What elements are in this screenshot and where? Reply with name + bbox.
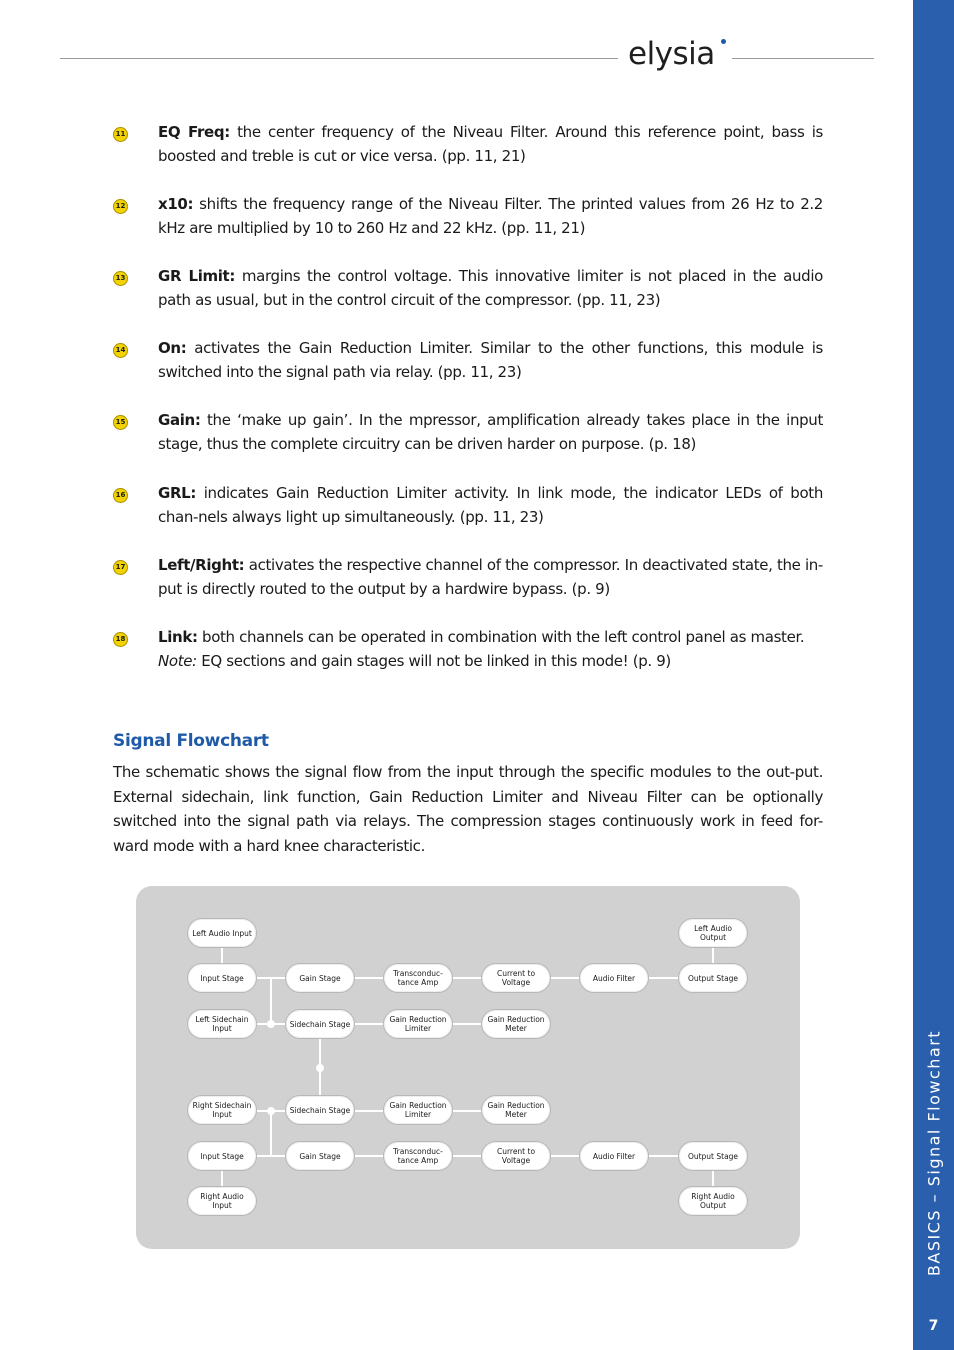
connector: [551, 1155, 581, 1157]
right-output-stage: Output Stage: [678, 1141, 748, 1171]
header-rule-left: [60, 58, 618, 59]
item-description: the center frequency of the Niveau Filter. Around this reference point, bass is boosted and treble is cut or vice versa. (pp. 11, 21): [158, 123, 824, 165]
left-gain-stage: Gain Stage: [285, 963, 355, 993]
connector: [712, 947, 714, 964]
left-audio-output: Left Audio Output: [678, 918, 748, 948]
connector: [221, 1170, 223, 1187]
item-term: GRL:: [158, 484, 197, 502]
connector: [453, 1023, 483, 1025]
connector: [453, 1155, 483, 1157]
item-term: x10:: [158, 195, 194, 213]
number-marker-icon: 16: [113, 488, 128, 503]
left-transconductance-amp: Transconduc-tance Amp: [383, 963, 453, 993]
right-sidechain-stage: Sidechain Stage: [285, 1095, 355, 1125]
connector: [649, 1155, 679, 1157]
number-marker-icon: 14: [113, 343, 128, 358]
connector: [257, 1155, 287, 1157]
left-current-to-voltage: Current to Voltage: [481, 963, 551, 993]
left-sidechain-stage: Sidechain Stage: [285, 1009, 355, 1039]
connector: [355, 977, 385, 979]
link-junction: [267, 1020, 275, 1028]
number-marker-icon: 11: [113, 127, 128, 142]
item-description: indicates Gain Reduction Limiter activity. In link mode, the indicator LEDs of both chan-nels always light up simultaneously. (pp. 11, 23): [158, 484, 823, 526]
left-output-stage: Output Stage: [678, 963, 748, 993]
left-gain-reduction-limiter: Gain Reduction Limiter: [383, 1009, 453, 1039]
connector: [221, 947, 223, 964]
connector: [355, 1155, 385, 1157]
note-text: EQ sections and gain stages will not be linked in this mode! (p. 9): [196, 652, 671, 670]
link-junction: [316, 1064, 324, 1072]
right-transconductance-amp: Transconduc-tance Amp: [383, 1141, 453, 1171]
item-term: Gain:: [158, 411, 201, 429]
right-gain-stage: Gain Stage: [285, 1141, 355, 1171]
number-marker-icon: 13: [113, 271, 128, 286]
right-current-to-voltage: Current to Voltage: [481, 1141, 551, 1171]
connector: [270, 977, 272, 1024]
item-description: the ‘make up gain’. In the mpressor, amplification already takes place in the input stage, thus the complete circuitry can be driven harder on purpose. (p. 18): [158, 411, 823, 453]
elysia-logo: elysia: [628, 36, 715, 72]
number-marker-icon: 18: [113, 632, 128, 647]
item-term: Left/Right:: [158, 556, 245, 574]
item-term: EQ Freq:: [158, 123, 230, 141]
connector: [355, 1110, 385, 1112]
item-term: GR Limit:: [158, 267, 236, 285]
item-description: activates the Gain Reduction Limiter. Similar to the other functions, this module is switched into the signal path via relay. (pp. 11, 23): [158, 339, 823, 381]
connector: [355, 1023, 385, 1025]
right-input-stage: Input Stage: [187, 1141, 257, 1171]
right-audio-input: Right Audio Input: [187, 1186, 257, 1216]
connector: [270, 1110, 272, 1156]
section-paragraph: The schematic shows the signal flow from the input through the specific modules to the out-put. External sidechain, link function, Gain Reduction Limiter and Niveau Filter can be optionally switched into the signal path via relays. The compression stages continuously work in feed for-ward mode with a hard knee characteristic.: [113, 763, 823, 855]
connector: [649, 977, 679, 979]
right-gain-reduction-limiter: Gain Reduction Limiter: [383, 1095, 453, 1125]
logo-dot-icon: [721, 39, 726, 44]
connector: [453, 977, 483, 979]
connector: [712, 1170, 714, 1187]
right-gain-reduction-meter: Gain Reduction Meter: [481, 1095, 551, 1125]
right-sidechain-input: Right Sidechain Input: [187, 1095, 257, 1125]
signal-flowchart: [136, 886, 800, 1249]
connector: [453, 1110, 483, 1112]
note-label: Note:: [158, 652, 197, 670]
item-description: activates the respective channel of the compressor. In deactivated state, the in-put is directly routed to the output by a hardwire bypass. (p. 9): [158, 556, 823, 598]
left-audio-filter: Audio Filter: [579, 963, 649, 993]
item-term: Link:: [158, 628, 198, 646]
number-marker-icon: 12: [113, 199, 128, 214]
page-number: 7: [928, 1318, 939, 1334]
item-description: both channels can be operated in combination with the left control panel as master.: [197, 628, 805, 646]
section-heading: Signal Flowchart: [113, 731, 269, 751]
right-audio-filter: Audio Filter: [579, 1141, 649, 1171]
side-chapter-label: BASICS – Signal Flowchart: [924, 1029, 943, 1277]
number-marker-icon: 15: [113, 415, 128, 430]
number-marker-icon: 17: [113, 560, 128, 575]
left-audio-input: Left Audio Input: [187, 918, 257, 948]
header-rule-right: [732, 58, 874, 59]
connector: [551, 977, 581, 979]
left-input-stage: Input Stage: [187, 963, 257, 993]
left-gain-reduction-meter: Gain Reduction Meter: [481, 1009, 551, 1039]
item-description: shifts the frequency range of the Niveau Filter. The printed values from 26 Hz to 2.2 kHz are multiplied by 10 to 260 Hz and 22 kHz. (pp. 11, 21): [158, 195, 823, 237]
connector: [257, 977, 287, 979]
item-term: On:: [158, 339, 187, 357]
right-audio-output: Right Audio Output: [678, 1186, 748, 1216]
left-sidechain-input: Left Sidechain Input: [187, 1009, 257, 1039]
item-description: margins the control voltage. This innovative limiter is not placed in the audio path as usual, but in the control circuit of the compressor. (pp. 11, 23): [158, 267, 823, 309]
